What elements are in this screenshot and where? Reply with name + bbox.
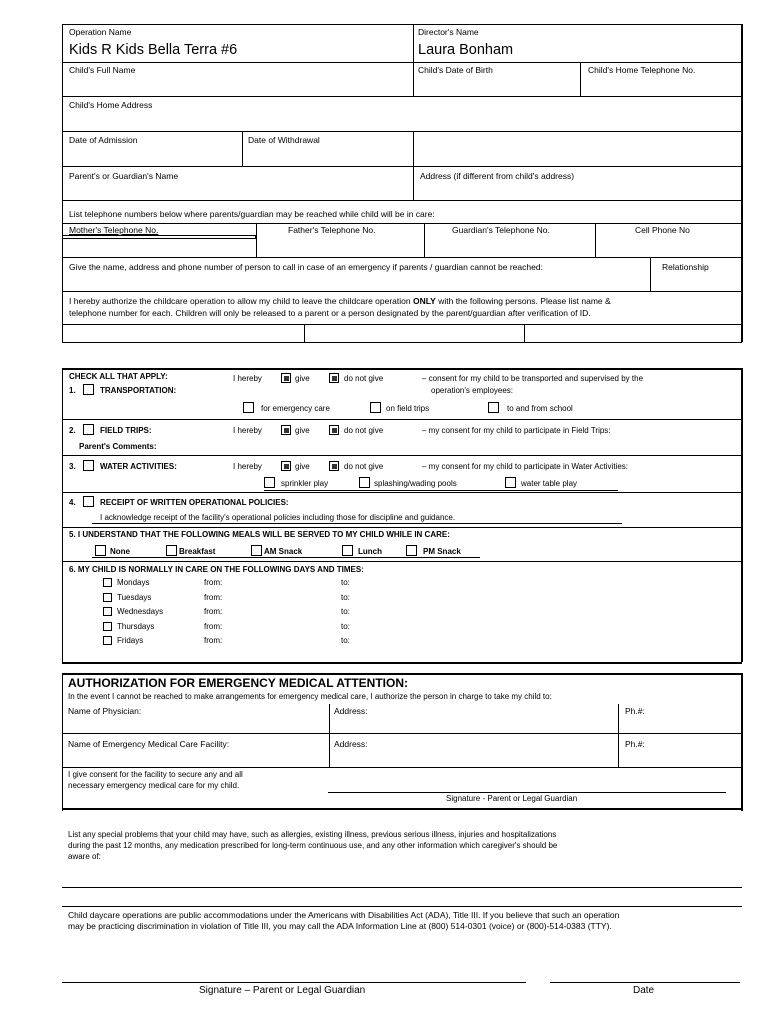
child-full-name-label: Child's Full Name xyxy=(69,65,136,75)
parent-comments-label: Parent's Comments: xyxy=(79,442,157,451)
withdrawal-date-label: Date of Withdrawal xyxy=(248,135,320,145)
ada-line-2: may be practicing discrimination in violation of Title III, you may call the ADA Information Line at (800) 514-0301 (voice) or (800)-514-0383 (TTY). xyxy=(68,921,612,931)
mother-phone-label: Mother's Telephone No. xyxy=(69,225,159,235)
transport-no-give-checkbox[interactable] xyxy=(329,373,339,383)
meal-am-snack-label: AM Snack xyxy=(264,547,303,556)
meal-pm-snack-checkbox[interactable] xyxy=(406,545,417,556)
sprinkler-label: sprinkler play xyxy=(281,479,329,488)
from-label: from: xyxy=(204,607,223,616)
director-name-label: Director's Name xyxy=(418,27,479,37)
special-line-1: List any special problems that your child may have, such as allergies, existing illness, previous serious illness, injuries and hospitalizations xyxy=(68,830,557,839)
rule xyxy=(62,906,742,907)
footer-date-label: Date xyxy=(633,985,655,996)
rule xyxy=(62,324,742,325)
rule xyxy=(62,419,742,420)
rule xyxy=(618,704,619,767)
rule xyxy=(62,235,256,239)
rule xyxy=(424,223,425,257)
transport-give-checkbox[interactable] xyxy=(281,373,291,383)
field-consent: – my consent for my child to participate in Field Trips: xyxy=(422,426,611,435)
friday-checkbox[interactable] xyxy=(103,636,112,645)
from-label: from: xyxy=(204,622,223,631)
rule xyxy=(62,662,742,664)
rule xyxy=(62,368,742,370)
water-number: 3. xyxy=(69,462,76,471)
wednesday-checkbox[interactable] xyxy=(103,607,112,616)
rule xyxy=(524,324,525,342)
to-label: to: xyxy=(341,622,350,631)
medical-consent-1: I give consent for the facility to secure any and all xyxy=(68,770,243,779)
transport-hereby: I hereby xyxy=(233,374,262,383)
guardian-phone-label: Guardian's Telephone No. xyxy=(452,225,550,235)
to-label: to: xyxy=(341,593,350,602)
phones-intro: List telephone numbers below where parents/guardian may be reached while child will be in care: xyxy=(69,209,435,219)
day-label: Wednesdays xyxy=(117,607,164,616)
rule xyxy=(741,24,743,342)
meal-breakfast-label: Breakfast xyxy=(179,547,216,556)
medical-intro: In the event I cannot be reached to make arrangements for emergency medical care, I authorize the person in charge to take my child to: xyxy=(68,692,552,701)
operation-name-label: Operation Name xyxy=(69,27,132,37)
medical-signature-line[interactable] xyxy=(328,792,726,793)
relationship-label: Relationship xyxy=(662,262,709,272)
release-only: ONLY xyxy=(413,296,436,306)
water-no-give-checkbox[interactable] xyxy=(329,461,339,471)
parent-address-label: Address (if different from child's address) xyxy=(420,171,575,181)
water-give: give xyxy=(295,462,310,471)
parent-name-label: Parent's or Guardian's Name xyxy=(69,171,179,181)
day-label: Thursdays xyxy=(117,622,155,631)
rule xyxy=(62,455,742,456)
rule xyxy=(62,368,63,662)
meal-breakfast-checkbox[interactable] xyxy=(166,545,177,556)
field-trips-transport-label: on field trips xyxy=(386,404,430,413)
rule xyxy=(256,223,257,257)
rule xyxy=(413,24,414,62)
release-line-2: telephone number for each. Children will only be released to a parent or a person designated by the parent/guardian after verification of ID. xyxy=(69,308,591,318)
rule xyxy=(62,527,742,528)
facility-address-label: Address: xyxy=(334,739,368,749)
footer-date-line[interactable] xyxy=(550,982,740,983)
rule xyxy=(741,673,743,811)
meal-lunch-checkbox[interactable] xyxy=(342,545,353,556)
rule xyxy=(62,62,742,63)
release-post: with the following persons. Please list name & xyxy=(438,296,611,306)
rule xyxy=(595,223,596,257)
water-consent: – my consent for my child to participate in Water Activities: xyxy=(422,462,629,471)
footer-signature-line[interactable] xyxy=(62,982,526,983)
policies-checkbox[interactable] xyxy=(83,496,94,507)
meal-am-snack-checkbox[interactable] xyxy=(251,545,262,556)
from-label: from: xyxy=(204,578,223,587)
rule xyxy=(62,492,742,493)
to-label: to: xyxy=(341,607,350,616)
rule xyxy=(62,561,742,562)
transport-title: TRANSPORTATION: xyxy=(100,386,177,395)
day-label: Tuesdays xyxy=(117,593,152,602)
water-hereby: I hereby xyxy=(233,462,262,471)
rule xyxy=(304,324,305,342)
rule xyxy=(62,223,742,224)
medical-consent-2: necessary emergency medical care for my child. xyxy=(68,781,240,790)
rule xyxy=(62,200,742,201)
director-name-value[interactable]: Laura Bonham xyxy=(418,42,514,58)
transport-checkbox[interactable] xyxy=(83,384,94,395)
rule xyxy=(62,291,742,292)
field-trips-title: FIELD TRIPS: xyxy=(100,426,152,435)
days-title: 6. MY CHILD IS NORMALLY IN CARE ON THE FOLLOWING DAYS AND TIMES: xyxy=(69,565,364,574)
rule xyxy=(62,131,742,132)
child-dob-label: Child's Date of Birth xyxy=(418,65,493,75)
rule xyxy=(62,24,63,342)
rule xyxy=(413,131,414,166)
school-transport-label: to and from school xyxy=(507,404,573,413)
water-activities-title: WATER ACTIVITIES: xyxy=(100,462,177,471)
wading-pools-checkbox[interactable] xyxy=(359,477,370,488)
emergency-care-label: for emergency care xyxy=(261,404,330,413)
father-phone-label: Father's Telephone No. xyxy=(288,225,376,235)
field-trips-checkbox[interactable] xyxy=(83,424,94,435)
rule xyxy=(580,62,581,96)
special-line-3: aware of: xyxy=(68,852,101,861)
child-phone-label: Child's Home Telephone No. xyxy=(588,65,696,75)
field-no-give: do not give xyxy=(344,426,384,435)
rule xyxy=(741,368,743,662)
meals-title: 5. I UNDERSTAND THAT THE FOLLOWING MEALS WILL BE SERVED TO MY CHILD WHILE IN CARE: xyxy=(69,530,450,539)
water-no-give: do not give xyxy=(344,462,384,471)
water-activities-checkbox[interactable] xyxy=(83,460,94,471)
rule xyxy=(62,733,742,734)
rule xyxy=(329,704,330,767)
field-number: 2. xyxy=(69,426,76,435)
day-label: Mondays xyxy=(117,578,150,587)
admission-date-label: Date of Admission xyxy=(69,135,138,145)
to-label: to: xyxy=(341,578,350,587)
rule xyxy=(62,673,63,811)
field-give-checkbox[interactable] xyxy=(281,425,291,435)
release-pre: I hereby authorize the childcare operation to allow my child to leave the childcare operation xyxy=(69,296,411,306)
rule xyxy=(62,767,742,768)
rule xyxy=(92,557,480,558)
policies-number: 4. xyxy=(69,498,76,507)
policies-title: RECEIPT OF WRITTEN OPERATIONAL POLICIES: xyxy=(100,498,289,507)
school-transport-checkbox[interactable] xyxy=(488,402,499,413)
transport-consent-1: – consent for my child to be transported and supervised by the xyxy=(422,374,644,383)
facility-phone-label: Ph.#: xyxy=(625,739,645,749)
meal-lunch-label: Lunch xyxy=(358,547,382,556)
special-answer-line[interactable] xyxy=(62,887,742,888)
emergency-contact-label: Give the name, address and phone number of person to call in case of an emergency if parents / guardian cannot be reached: xyxy=(69,262,543,272)
day-label: Fridays xyxy=(117,636,144,645)
field-hereby: I hereby xyxy=(233,426,262,435)
wading-pools-label: splashing/wading pools xyxy=(374,479,457,488)
child-address-label: Child's Home Address xyxy=(69,100,153,110)
physician-address-label: Address: xyxy=(334,706,368,716)
water-table-checkbox[interactable] xyxy=(505,477,516,488)
rule xyxy=(62,257,742,258)
field-give: give xyxy=(295,426,310,435)
rule xyxy=(264,490,618,491)
physician-label: Name of Physician: xyxy=(68,706,142,716)
to-label: to: xyxy=(341,636,350,645)
ada-line-1: Child daycare operations are public accommodations under the Americans with Disabilities Act (ADA), Title III. If you believe that such an operation xyxy=(68,910,620,920)
release-line-1 xyxy=(69,297,611,306)
tuesday-checkbox[interactable] xyxy=(103,593,112,602)
meal-none-checkbox[interactable] xyxy=(95,545,106,556)
field-trips-transport-checkbox[interactable] xyxy=(370,402,381,413)
transport-give: give xyxy=(295,374,310,383)
rule xyxy=(242,131,243,166)
transport-consent-2: operation's employees: xyxy=(431,386,514,395)
rule xyxy=(92,523,622,524)
rule xyxy=(62,166,742,167)
operation-name-value[interactable]: Kids R Kids Bella Terra #6 xyxy=(69,42,238,58)
emergency-care-checkbox[interactable] xyxy=(243,402,254,413)
policies-text: I acknowledge receipt of the facility's operational policies including those for discipline and guidance. xyxy=(100,513,456,522)
field-no-give-checkbox[interactable] xyxy=(329,425,339,435)
transport-no-give: do not give xyxy=(344,374,384,383)
rule xyxy=(62,673,742,675)
rule xyxy=(62,342,742,343)
thursday-checkbox[interactable] xyxy=(103,622,112,631)
transport-number: 1. xyxy=(69,386,76,395)
medical-signature-label: Signature - Parent or Legal Guardian xyxy=(446,794,578,803)
monday-checkbox[interactable] xyxy=(103,578,112,587)
footer-signature-label: Signature – Parent or Legal Guardian xyxy=(199,985,366,996)
water-give-checkbox[interactable] xyxy=(281,461,291,471)
facility-label: Name of Emergency Medical Care Facility: xyxy=(68,739,230,749)
from-label: from: xyxy=(204,636,223,645)
from-label: from: xyxy=(204,593,223,602)
special-line-2: during the past 12 months, any medication prescribed for long-term continuous use, and any other information which caregiver's should be xyxy=(68,841,558,850)
rule xyxy=(62,808,742,810)
rule xyxy=(650,257,651,291)
rule xyxy=(413,62,414,96)
sprinkler-checkbox[interactable] xyxy=(264,477,275,488)
meal-none-label: None xyxy=(110,547,130,556)
cell-phone-label: Cell Phone No xyxy=(635,225,690,235)
physician-phone-label: Ph.#: xyxy=(625,706,645,716)
rule xyxy=(62,96,742,97)
medical-title: AUTHORIZATION FOR EMERGENCY MEDICAL ATTENTION: xyxy=(68,676,408,690)
meal-pm-snack-label: PM Snack xyxy=(423,547,461,556)
rule xyxy=(413,166,414,200)
rule xyxy=(62,24,742,25)
check-all-header: CHECK ALL THAT APPLY: xyxy=(69,372,168,381)
water-table-label: water table play xyxy=(521,479,578,488)
